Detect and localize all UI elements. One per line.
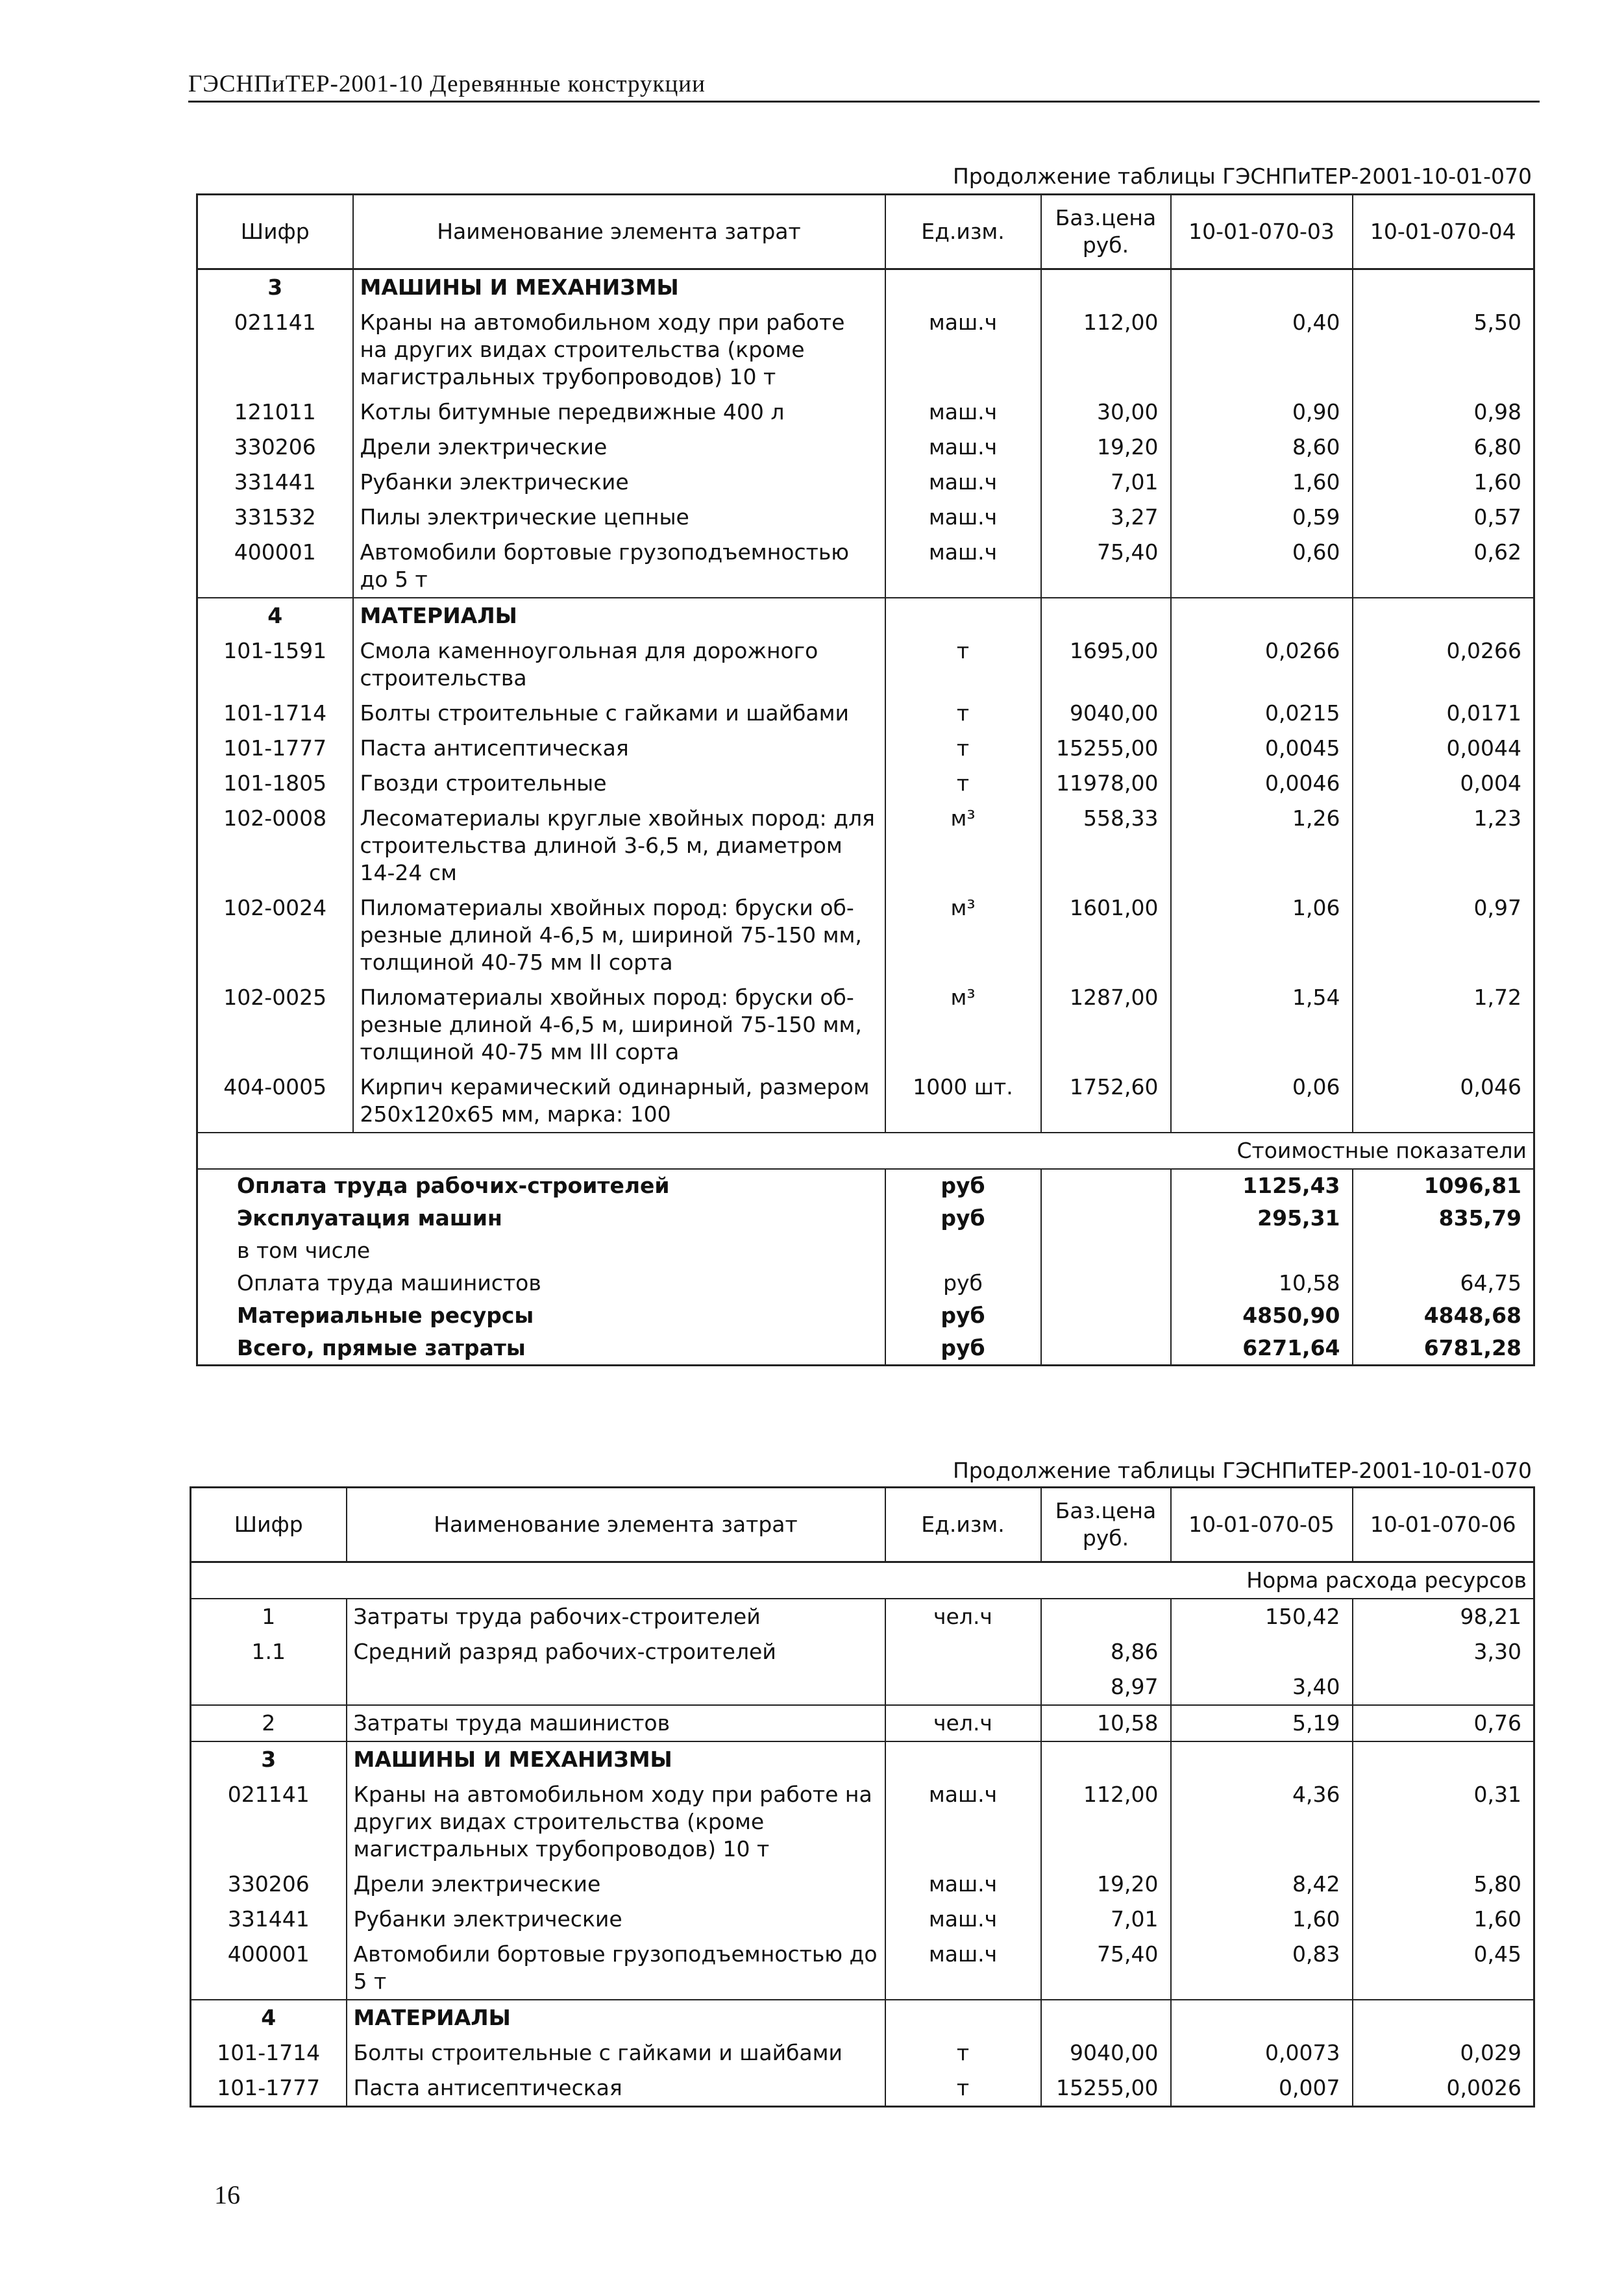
base-price: [1041, 269, 1171, 306]
col-header-code-04: 10-01-070-04: [1353, 195, 1534, 269]
norm-value-2: 0,0044: [1353, 731, 1534, 766]
resource-name: Болты строительные с гайками и шайбами: [347, 2035, 885, 2071]
norm-value-1: 150,42: [1171, 1599, 1353, 1634]
norm-value-1: 0,60: [1171, 535, 1353, 598]
summary-empty: [1041, 1332, 1171, 1366]
resource-code: 2: [191, 1705, 347, 1741]
unit: [885, 1634, 1041, 1669]
resource-name: МАШИНЫ И МЕХАНИЗМЫ: [347, 1741, 885, 1777]
resource-code: 102-0025: [197, 980, 353, 1070]
norm-value-2: 1,60: [1353, 1902, 1534, 1937]
resource-name: Краны на автомобильном ходу при работе на других видах строительства (кроме магистральных трубопроводов) 10 т: [347, 1777, 885, 1867]
table1-header-row: [197, 195, 1534, 269]
resource-name: Кирпич керамический одинарный, размером 250x120x65 мм, марка: 100: [353, 1070, 885, 1133]
table-row: [191, 1599, 1534, 1634]
summary-value-1: 4850,90: [1171, 1299, 1353, 1332]
summary-label: в том числе: [197, 1235, 885, 1267]
summary-empty: [1041, 1169, 1171, 1202]
table-row: [197, 500, 1534, 535]
norm-value-1: 0,0046: [1171, 766, 1353, 801]
base-price: 10,58: [1041, 1705, 1171, 1741]
summary-value-1: 295,31: [1171, 1202, 1353, 1235]
resource-name: Дрели электрические: [353, 430, 885, 465]
table1-continuation-caption: Продолжение таблицы ГЭСНПиТЕР-2001-10-01-070: [952, 164, 1532, 189]
resource-code: 1: [191, 1599, 347, 1634]
resource-name: МАШИНЫ И МЕХАНИЗМЫ: [353, 269, 885, 306]
col-header-name: Наименование элемента затрат: [347, 1488, 885, 1562]
base-price: [1041, 1741, 1171, 1777]
resource-code: 400001: [197, 535, 353, 598]
section-row: [191, 2000, 1534, 2035]
norm-value-1: 5,19: [1171, 1705, 1353, 1741]
table-row: [197, 305, 1534, 395]
resource-name: Затраты труда рабочих-строителей: [347, 1599, 885, 1634]
norm-label: Норма расхода ресурсов: [191, 1562, 1534, 1599]
table-row: [191, 1669, 1534, 1705]
resource-name: Пиломатериалы хвойных пород: бруски об-резные длиной 4-6,5 м, шириной 75-150 мм, толщиной 40-75 мм II сорта: [353, 891, 885, 980]
unit: 1000 шт.: [885, 1070, 1041, 1133]
norm-value-1: 0,90: [1171, 395, 1353, 430]
base-price: 112,00: [1041, 1777, 1171, 1867]
unit: маш.ч: [885, 500, 1041, 535]
summary-empty: [1041, 1235, 1171, 1267]
norm-value-1: 3,40: [1171, 1669, 1353, 1705]
unit: м³: [885, 891, 1041, 980]
resource-code: 101-1714: [197, 696, 353, 731]
norm-value-2: [1353, 598, 1534, 633]
unit: т: [885, 696, 1041, 731]
norm-value-1: 0,40: [1171, 305, 1353, 395]
resource-code: 3: [191, 1741, 347, 1777]
unit: т: [885, 731, 1041, 766]
resource-name: Дрели электрические: [347, 1867, 885, 1902]
norm-value-2: [1353, 1669, 1534, 1705]
resource-name: Затраты труда машинистов: [347, 1705, 885, 1741]
section-row: [197, 269, 1534, 306]
table-row: [197, 465, 1534, 500]
norm-value-1: 1,06: [1171, 891, 1353, 980]
summary-value-1: 6271,64: [1171, 1332, 1353, 1366]
col-header-code-06: 10-01-070-06: [1353, 1488, 1534, 1562]
norm-value-2: 0,0171: [1353, 696, 1534, 731]
unit: т: [885, 2071, 1041, 2107]
resource-name: Гвозди строительные: [353, 766, 885, 801]
col-header-code: Шифр: [191, 1488, 347, 1562]
summary-row: [197, 1169, 1534, 1202]
unit: маш.ч: [885, 395, 1041, 430]
base-price: 75,40: [1041, 535, 1171, 598]
table-row: [197, 731, 1534, 766]
section-row: [197, 598, 1534, 633]
unit: [885, 598, 1041, 633]
base-price: 1695,00: [1041, 633, 1171, 696]
resource-code: 102-0024: [197, 891, 353, 980]
norm-value-1: 0,0266: [1171, 633, 1353, 696]
resource-code: 3: [197, 269, 353, 306]
base-price: 3,27: [1041, 500, 1171, 535]
base-price: 30,00: [1041, 395, 1171, 430]
norm-value-2: 0,57: [1353, 500, 1534, 535]
table-row: [197, 696, 1534, 731]
norm-value-1: 0,06: [1171, 1070, 1353, 1133]
norm-value-2: 0,029: [1353, 2035, 1534, 2071]
summary-value-1: 1125,43: [1171, 1169, 1353, 1202]
norm-value-1: 0,83: [1171, 1937, 1353, 2000]
col-header-code: Шифр: [197, 195, 353, 269]
resource-code: 101-1714: [191, 2035, 347, 2071]
summary-unit: руб: [885, 1299, 1041, 1332]
col-header-unit: Ед.изм.: [885, 1488, 1041, 1562]
resource-code: 4: [197, 598, 353, 633]
resource-name: Смола каменноугольная для дорожного строительства: [353, 633, 885, 696]
summary-row: [197, 1235, 1534, 1267]
page-number: 16: [214, 2180, 240, 2209]
unit: маш.ч: [885, 1867, 1041, 1902]
table-row: [191, 2035, 1534, 2071]
table-row: [191, 1867, 1534, 1902]
base-price: 1287,00: [1041, 980, 1171, 1070]
summary-label: Оплата труда машинистов: [197, 1267, 885, 1299]
norm-value-1: 0,0045: [1171, 731, 1353, 766]
summary-row: [197, 1267, 1534, 1299]
base-price: 9040,00: [1041, 696, 1171, 731]
summary-row: [197, 1332, 1534, 1366]
summary-label: Эксплуатация машин: [197, 1202, 885, 1235]
col-header-name: Наименование элемента затрат: [353, 195, 885, 269]
norm-value-2: 0,97: [1353, 891, 1534, 980]
table-row: [197, 395, 1534, 430]
table-row: [197, 801, 1534, 891]
resource-code: 330206: [191, 1867, 347, 1902]
base-price: 558,33: [1041, 801, 1171, 891]
base-price: 75,40: [1041, 1937, 1171, 2000]
summary-unit: руб: [885, 1169, 1041, 1202]
unit: т: [885, 766, 1041, 801]
base-price: 15255,00: [1041, 731, 1171, 766]
resource-code: 404-0005: [197, 1070, 353, 1133]
base-price: 11978,00: [1041, 766, 1171, 801]
norm-value-2: [1353, 1741, 1534, 1777]
resource-code: 331441: [197, 465, 353, 500]
table-row: [197, 1070, 1534, 1133]
summary-value-2: [1353, 1235, 1534, 1267]
norm-value-1: 8,42: [1171, 1867, 1353, 1902]
norm-value-2: [1353, 269, 1534, 306]
table-row: [191, 1902, 1534, 1937]
col-header-code-05: 10-01-070-05: [1171, 1488, 1353, 1562]
table-row: [197, 766, 1534, 801]
resource-code: 101-1591: [197, 633, 353, 696]
norm-value-2: 1,23: [1353, 801, 1534, 891]
table-row: [197, 633, 1534, 696]
resource-code: 1.1: [191, 1634, 347, 1669]
col-header-price: Баз.цена руб.: [1041, 1488, 1171, 1562]
table-row: [191, 1937, 1534, 2000]
resource-code: 331532: [197, 500, 353, 535]
norm-value-1: [1171, 1741, 1353, 1777]
norm-value-2: [1353, 2000, 1534, 2035]
unit: [885, 2000, 1041, 2035]
table-row: [191, 1634, 1534, 1669]
resource-code: 101-1777: [197, 731, 353, 766]
resource-name: Краны на автомобильном ходу при работе на других видах строительства (кроме магистральных трубопроводов) 10 т: [353, 305, 885, 395]
resource-name: Автомобили бортовые грузоподъемностью до 5 т: [347, 1937, 885, 2000]
summary-row: [197, 1299, 1534, 1332]
summary-value-2: 835,79: [1353, 1202, 1534, 1235]
resource-name: МАТЕРИАЛЫ: [353, 598, 885, 633]
norm-value-1: [1171, 598, 1353, 633]
unit: маш.ч: [885, 305, 1041, 395]
norm-value-2: 0,31: [1353, 1777, 1534, 1867]
resource-table-2: [190, 1486, 1535, 2108]
base-price: 8,97: [1041, 1669, 1171, 1705]
norm-value-2: 0,004: [1353, 766, 1534, 801]
unit: маш.ч: [885, 1902, 1041, 1937]
summary-unit: руб: [885, 1332, 1041, 1366]
norm-value-2: 0,046: [1353, 1070, 1534, 1133]
resource-name: Болты строительные с гайками и шайбами: [353, 696, 885, 731]
unit: [885, 1669, 1041, 1705]
norm-value-1: [1171, 269, 1353, 306]
table-row: [191, 1705, 1534, 1741]
unit: [885, 1741, 1041, 1777]
summary-value-2: 64,75: [1353, 1267, 1534, 1299]
unit: чел.ч: [885, 1599, 1041, 1634]
resource-code: 101-1805: [197, 766, 353, 801]
table-row: [197, 535, 1534, 598]
base-price: 9040,00: [1041, 2035, 1171, 2071]
base-price: 19,20: [1041, 1867, 1171, 1902]
summary-value-2: 6781,28: [1353, 1332, 1534, 1366]
norm-value-2: 0,0266: [1353, 633, 1534, 696]
summary-label: Всего, прямые затраты: [197, 1332, 885, 1366]
base-price: 112,00: [1041, 305, 1171, 395]
unit: чел.ч: [885, 1705, 1041, 1741]
norm-value-1: 1,60: [1171, 465, 1353, 500]
norm-value-1: [1171, 1634, 1353, 1669]
norm-value-2: 0,45: [1353, 1937, 1534, 2000]
base-price: 8,86: [1041, 1634, 1171, 1669]
unit: т: [885, 2035, 1041, 2071]
norm-value-1: 1,54: [1171, 980, 1353, 1070]
summary-label: Материальные ресурсы: [197, 1299, 885, 1332]
resource-code: 021141: [191, 1777, 347, 1867]
unit: т: [885, 633, 1041, 696]
norm-value-1: 0,007: [1171, 2071, 1353, 2107]
table2-header-row: [191, 1488, 1534, 1562]
unit: м³: [885, 980, 1041, 1070]
table2-continuation-caption: Продолжение таблицы ГЭСНПиТЕР-2001-10-01-070: [952, 1458, 1532, 1483]
norm-value-1: 0,59: [1171, 500, 1353, 535]
summary-empty: [1041, 1202, 1171, 1235]
col-header-price: Баз.цена руб.: [1041, 195, 1171, 269]
base-price: [1041, 2000, 1171, 2035]
unit: м³: [885, 801, 1041, 891]
resource-name: Пилы электрические цепные: [353, 500, 885, 535]
table-row: [197, 891, 1534, 980]
table-row: [191, 2071, 1534, 2107]
resource-code: 4: [191, 2000, 347, 2035]
resource-code: 330206: [197, 430, 353, 465]
unit: маш.ч: [885, 1937, 1041, 2000]
base-price: 15255,00: [1041, 2071, 1171, 2107]
norm-value-1: 0,0073: [1171, 2035, 1353, 2071]
header-rule: [188, 101, 1540, 103]
norm-value-2: 0,98: [1353, 395, 1534, 430]
resource-name: Средний разряд рабочих-строителей: [347, 1634, 885, 1669]
norm-value-2: 5,50: [1353, 305, 1534, 395]
unit: маш.ч: [885, 535, 1041, 598]
unit: маш.ч: [885, 430, 1041, 465]
base-price: 1601,00: [1041, 891, 1171, 980]
resource-name: Котлы битумные передвижные 400 л: [353, 395, 885, 430]
summary-value-2: 1096,81: [1353, 1169, 1534, 1202]
resource-name: Рубанки электрические: [347, 1902, 885, 1937]
norm-value-1: 1,60: [1171, 1902, 1353, 1937]
resource-name: Автомобили бортовые грузоподъемностью до 5 т: [353, 535, 885, 598]
norm-value-2: 6,80: [1353, 430, 1534, 465]
norm-label-row: [191, 1562, 1534, 1599]
summary-row: [197, 1202, 1534, 1235]
resource-code: [191, 1669, 347, 1705]
unit: маш.ч: [885, 1777, 1041, 1867]
summary-label: Оплата труда рабочих-строителей: [197, 1169, 885, 1202]
unit: маш.ч: [885, 465, 1041, 500]
resource-code: 101-1777: [191, 2071, 347, 2107]
norm-value-1: 4,36: [1171, 1777, 1353, 1867]
summary-unit: руб: [885, 1267, 1041, 1299]
norm-value-2: 3,30: [1353, 1634, 1534, 1669]
resource-name: [347, 1669, 885, 1705]
resource-table-1: [196, 193, 1535, 1366]
summary-value-1: [1171, 1235, 1353, 1267]
base-price: 7,01: [1041, 1902, 1171, 1937]
table-row: [197, 430, 1534, 465]
running-header: ГЭСНПиТЕР-2001-10 Деревянные конструкции: [188, 71, 706, 97]
norm-value-2: 0,62: [1353, 535, 1534, 598]
norm-value-2: 0,0026: [1353, 2071, 1534, 2107]
unit: [885, 269, 1041, 306]
resource-name: Лесоматериалы круглые хвойных пород: для строительства длиной 3-6,5 м, диаметром 14-24 см: [353, 801, 885, 891]
norm-value-2: 1,72: [1353, 980, 1534, 1070]
summary-value-1: 10,58: [1171, 1267, 1353, 1299]
norm-value-2: 98,21: [1353, 1599, 1534, 1634]
summary-value-2: 4848,68: [1353, 1299, 1534, 1332]
base-price: 1752,60: [1041, 1070, 1171, 1133]
summary-empty: [1041, 1299, 1171, 1332]
base-price: 19,20: [1041, 430, 1171, 465]
resource-code: 102-0008: [197, 801, 353, 891]
norm-value-1: [1171, 2000, 1353, 2035]
norm-value-2: 5,80: [1353, 1867, 1534, 1902]
col-header-unit: Ед.изм.: [885, 195, 1041, 269]
resource-code: 400001: [191, 1937, 347, 2000]
table-row: [197, 980, 1534, 1070]
cost-indicators-label-row: [197, 1133, 1534, 1169]
summary-unit: руб: [885, 1202, 1041, 1235]
resource-code: 331441: [191, 1902, 347, 1937]
base-price: [1041, 1599, 1171, 1634]
col-header-code-03: 10-01-070-03: [1171, 195, 1353, 269]
resource-name: МАТЕРИАЛЫ: [347, 2000, 885, 2035]
resource-name: Паста антисептическая: [353, 731, 885, 766]
resource-name: Паста антисептическая: [347, 2071, 885, 2107]
resource-code: 121011: [197, 395, 353, 430]
summary-unit: [885, 1235, 1041, 1267]
summary-empty: [1041, 1267, 1171, 1299]
norm-value-2: 0,76: [1353, 1705, 1534, 1741]
resource-code: 021141: [197, 305, 353, 395]
norm-value-1: 1,26: [1171, 801, 1353, 891]
resource-name: Пиломатериалы хвойных пород: бруски об-резные длиной 4-6,5 м, шириной 75-150 мм, толщиной 40-75 мм III сорта: [353, 980, 885, 1070]
norm-value-1: 0,0215: [1171, 696, 1353, 731]
table-row: [191, 1777, 1534, 1867]
base-price: [1041, 598, 1171, 633]
norm-value-1: 8,60: [1171, 430, 1353, 465]
cost-indicators-label: Стоимостные показатели: [197, 1133, 1534, 1169]
base-price: 7,01: [1041, 465, 1171, 500]
section-row: [191, 1741, 1534, 1777]
norm-value-2: 1,60: [1353, 465, 1534, 500]
resource-name: Рубанки электрические: [353, 465, 885, 500]
